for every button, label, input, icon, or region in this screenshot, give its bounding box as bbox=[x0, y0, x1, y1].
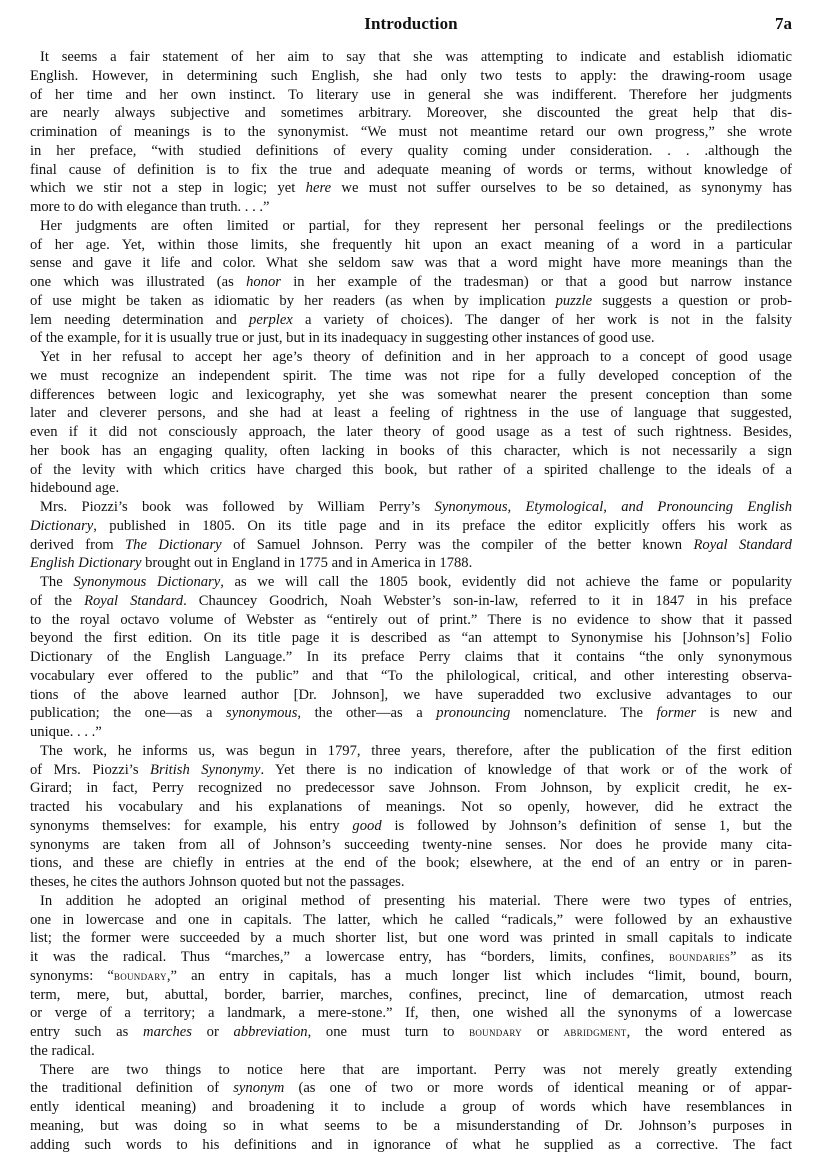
text-run: , published in 1805. On its title page and in its preface the editor explicitly offers his work as bbox=[93, 518, 792, 534]
text-run: ” as its bbox=[730, 949, 792, 965]
small-caps-text: boundaries bbox=[669, 949, 730, 964]
text-run: we must not suffer ourselves to be so detained, as synonymy has bbox=[331, 180, 792, 196]
text-line bbox=[30, 442, 792, 461]
paragraph bbox=[30, 573, 792, 742]
text-run: tions of the above learned author [Dr. Johnson], we have superadded two exclusive advantages to our bbox=[30, 687, 792, 703]
italic-text: Royal Standard bbox=[694, 537, 792, 553]
text-line bbox=[30, 273, 792, 292]
text-run: in her example of the tradesman) or that a good but narrow instance bbox=[281, 274, 792, 290]
text-line bbox=[30, 348, 792, 367]
italic-text: honor bbox=[246, 274, 281, 290]
text-run: English. However, in determining such English, she had only two tests to apply: the drawing-room usage bbox=[30, 68, 792, 84]
text-run: nomenclature. The bbox=[510, 705, 656, 721]
text-run: lem needing determination and bbox=[30, 312, 249, 328]
text-run: Girard; in fact, Perry recognized no predecessor save Johnson. From Johnson, by explicit credit, he ex- bbox=[30, 780, 792, 796]
text-run: more to do with elegance than truth. . . .” bbox=[30, 199, 270, 215]
italic-text: good bbox=[352, 818, 381, 834]
text-run: suggests a question or prob- bbox=[592, 293, 792, 309]
text-line bbox=[30, 404, 792, 423]
text-line bbox=[30, 386, 792, 405]
text-run: beyond the first edition. On its title page it is described as “an attempt to Synonymise his [Johnson’s] Folio bbox=[30, 630, 792, 646]
text-run: list; the former were succeeded by a much shorter list, but one word was printed in small capitals to indicate bbox=[30, 930, 792, 946]
section-title: Introduction bbox=[30, 14, 792, 34]
text-run: sense and gave it life and color. What she seldom saw was that a word might have more meanings than the bbox=[30, 255, 792, 271]
text-run: , as we will call the 1805 book, evidently did not achieve the fame or popularity bbox=[220, 574, 792, 590]
text-line bbox=[30, 779, 792, 798]
text-line bbox=[30, 892, 792, 911]
text-run: to the royal octavo volume of Webster as “entirely out of print.” There is no evidence to show that it passed bbox=[30, 612, 792, 628]
italic-text: Dictionary bbox=[30, 518, 93, 534]
text-run: of the levity with which critics have charged this book, but rather of a spirited challenge to the ideals of a bbox=[30, 462, 792, 478]
text-line bbox=[30, 423, 792, 442]
text-run: In addition he adopted an original method of presenting his material. There were two types of entries, bbox=[40, 893, 792, 909]
text-run: of her time and her own instinct. To literary use in general she was indifferent. Therefore her judgments bbox=[30, 87, 792, 103]
italic-text: English Dictionary bbox=[30, 555, 141, 571]
text-run: theses, he cites the authors Johnson quoted but not the passages. bbox=[30, 874, 405, 890]
text-run: Her judgments are often limited or partial, for they represent her personal feelings or the predilections bbox=[40, 218, 792, 234]
text-line bbox=[30, 986, 792, 1005]
text-line bbox=[30, 761, 792, 780]
text-line bbox=[30, 798, 792, 817]
text-run: entry such as bbox=[30, 1024, 143, 1040]
text-line bbox=[30, 479, 792, 498]
italic-text: marches bbox=[143, 1024, 192, 1040]
text-line bbox=[30, 611, 792, 630]
text-run: or verge of a territory; a landmark, a mere-stone.” If, then, one wished all the synonyms of a lowercase bbox=[30, 1005, 792, 1021]
text-run: publication; the one—as a bbox=[30, 705, 226, 721]
text-line bbox=[30, 573, 792, 592]
text-run: final cause of definition is to fix the true and adequate meaning of words or terms, without knowledge of bbox=[30, 162, 792, 178]
text-run: Yet in her refusal to accept her age’s theory of definition and in her approach to a concept of good usage bbox=[40, 349, 792, 365]
text-run: we must recognize an independent spirit. The time was not ripe for a fully developed conception of the bbox=[30, 368, 792, 384]
italic-text: Synonymous Dictionary bbox=[73, 574, 220, 590]
text-run: synonyms: “ bbox=[30, 968, 114, 984]
text-line bbox=[30, 254, 792, 273]
text-line bbox=[30, 367, 792, 386]
italic-text: abbreviation bbox=[234, 1024, 308, 1040]
paragraph bbox=[30, 1061, 792, 1154]
paragraph bbox=[30, 217, 792, 348]
text-line bbox=[30, 48, 792, 67]
text-run: of the example, for it is usually true or just, but in its inadequacy in suggesting other instances of good use. bbox=[30, 330, 655, 346]
text-line bbox=[30, 704, 792, 723]
text-line bbox=[30, 1042, 792, 1061]
text-line bbox=[30, 873, 792, 892]
text-run: , one must turn to bbox=[308, 1024, 470, 1040]
text-run: differences between logic and lexicography, yet she was somewhat nearer the present conception than some bbox=[30, 387, 792, 403]
text-run: ,” an entry in capitals, has a much longer list which includes “limit, bound, bourn, bbox=[167, 968, 792, 984]
italic-text: former bbox=[657, 705, 697, 721]
text-run: (as one of two or more words of identical meaning or of appar- bbox=[284, 1080, 792, 1096]
text-run: in her preface, “with studied definitions of every quality coming under consideration. . . .although the bbox=[30, 143, 792, 159]
text-line bbox=[30, 667, 792, 686]
text-run: one in lowercase and one in capitals. The latter, which he called “radicals,” were followed by an exhaustive bbox=[30, 912, 792, 928]
text-run: which we stir not a step in logic; yet bbox=[30, 180, 306, 196]
page-number: 7a bbox=[775, 14, 792, 34]
text-run: hidebound age. bbox=[30, 480, 119, 496]
small-caps-text: boundary bbox=[114, 968, 167, 983]
text-line bbox=[30, 161, 792, 180]
italic-text: British Synonymy bbox=[150, 762, 260, 778]
text-line bbox=[30, 1061, 792, 1080]
text-run: or bbox=[192, 1024, 234, 1040]
body-text bbox=[30, 48, 792, 1154]
text-run: ently identical meaning) and broadening it to include a group of words which have resemblances in bbox=[30, 1099, 792, 1115]
text-line bbox=[30, 929, 792, 948]
text-line bbox=[30, 629, 792, 648]
text-line bbox=[30, 648, 792, 667]
text-run: brought out in England in 1775 and in America in 1788. bbox=[141, 555, 472, 571]
text-line bbox=[30, 311, 792, 330]
italic-text: synonymous bbox=[226, 705, 297, 721]
paragraph bbox=[30, 498, 792, 573]
text-run: later and cleverer persons, and she had at least a feeling of rightness in the use of language that suggested, bbox=[30, 405, 792, 421]
text-run: her book has an engaging quality, often lacking in books of this character, which is not necessarily a sign bbox=[30, 443, 792, 459]
text-line bbox=[30, 1117, 792, 1136]
text-line bbox=[30, 1136, 792, 1154]
small-caps-text: abridgment bbox=[564, 1024, 627, 1039]
paragraph bbox=[30, 892, 792, 1061]
italic-text: pronouncing bbox=[436, 705, 510, 721]
text-line bbox=[30, 198, 792, 217]
text-line bbox=[30, 67, 792, 86]
text-run: of her age. Yet, within those limits, she frequently hit upon an exact meaning of a word in a particular bbox=[30, 237, 792, 253]
text-line bbox=[30, 123, 792, 142]
text-line bbox=[30, 498, 792, 517]
text-run: one which was illustrated (as bbox=[30, 274, 246, 290]
text-run: , the other—as a bbox=[297, 705, 436, 721]
italic-text: here bbox=[306, 180, 331, 196]
text-line bbox=[30, 217, 792, 236]
italic-text: Royal Standard bbox=[84, 593, 183, 609]
text-line bbox=[30, 536, 792, 555]
text-line bbox=[30, 911, 792, 930]
text-line bbox=[30, 723, 792, 742]
text-run: synonyms are taken from all of Johnson’s succeeding twenty-nine senses. Nor does he provide many cita- bbox=[30, 837, 792, 853]
text-run: of Samuel Johnson. Perry was the compiler of the better known bbox=[222, 537, 694, 553]
text-run: is followed by Johnson’s definition of sense 1, but the bbox=[382, 818, 792, 834]
text-line bbox=[30, 292, 792, 311]
text-line bbox=[30, 86, 792, 105]
text-run: term, mere, but, abuttal, border, barrier, marches, confines, precinct, line of demarcation, utmost reach bbox=[30, 987, 792, 1003]
text-line bbox=[30, 1023, 792, 1042]
italic-text: Synonymous, Etymological, and Pronouncing English bbox=[435, 499, 792, 515]
paragraph bbox=[30, 742, 792, 892]
text-run: a variety of choices). The danger of her work is not in the falsity bbox=[293, 312, 792, 328]
text-run: . Chauncey Goodrich, Noah Webster’s son-in-law, referred to it in 1847 in his preface bbox=[183, 593, 792, 609]
small-caps-text: boundary bbox=[469, 1024, 522, 1039]
italic-text: synonym bbox=[233, 1080, 284, 1096]
text-run: Mrs. Piozzi’s book was followed by William Perry’s bbox=[40, 499, 435, 515]
text-run: tracted his vocabulary and his explanations of meanings. Not so openly, however, did he extract the bbox=[30, 799, 792, 815]
text-line bbox=[30, 236, 792, 255]
text-line bbox=[30, 817, 792, 836]
text-line bbox=[30, 1079, 792, 1098]
text-run: There are two things to notice here that are important. Perry was not merely greatly extending bbox=[40, 1062, 792, 1078]
paragraph bbox=[30, 48, 792, 217]
text-line bbox=[30, 104, 792, 123]
text-run: of Mrs. Piozzi’s bbox=[30, 762, 150, 778]
text-run: adding such words to his definitions and in ignorance of what he supplied as a corrective. The fact bbox=[30, 1137, 792, 1153]
text-line bbox=[30, 948, 792, 967]
text-line bbox=[30, 329, 792, 348]
text-run: meaning, but was doing so in what seems to be a misunderstanding of Dr. Johnson’s purposes in bbox=[30, 1118, 792, 1134]
text-run: derived from bbox=[30, 537, 125, 553]
text-line bbox=[30, 517, 792, 536]
text-line bbox=[30, 1098, 792, 1117]
text-run: of the bbox=[30, 593, 84, 609]
text-line bbox=[30, 854, 792, 873]
text-line bbox=[30, 179, 792, 198]
italic-text: perplex bbox=[249, 312, 293, 328]
text-line bbox=[30, 592, 792, 611]
text-run: Dictionary of the English Language.” In its preface Perry claims that it contains “the only synonymous bbox=[30, 649, 792, 665]
text-run: the radical. bbox=[30, 1043, 95, 1059]
paragraph bbox=[30, 348, 792, 498]
text-line bbox=[30, 742, 792, 761]
text-run: are nearly always subjective and sometimes arbitrary. Moreover, she discounted the great help that dis- bbox=[30, 105, 792, 121]
text-run: The bbox=[40, 574, 73, 590]
text-line bbox=[30, 142, 792, 161]
italic-text: The Dictionary bbox=[125, 537, 222, 553]
text-line bbox=[30, 967, 792, 986]
text-run: It seems a fair statement of her aim to say that she was attempting to indicate and establish idiomatic bbox=[40, 49, 792, 65]
italic-text: puzzle bbox=[556, 293, 592, 309]
text-run: even if it did not consciously approach, the later theory of good usage as a test of such rightness. Besides, bbox=[30, 424, 792, 440]
text-line bbox=[30, 686, 792, 705]
text-run: unique. . . .” bbox=[30, 724, 102, 740]
text-run: vocabulary ever offered to the public” and that “To the philological, critical, and other interesting observa- bbox=[30, 668, 792, 684]
text-run: . Yet there is no indication of knowledge of that work or of the work of bbox=[260, 762, 792, 778]
text-run: is new and bbox=[696, 705, 792, 721]
text-line bbox=[30, 1004, 792, 1023]
text-run: tions, and these are chiefly in entries at the end of the book; elsewhere, at the end of an entry or in paren- bbox=[30, 855, 792, 871]
text-run: synonyms themselves: for example, his entry bbox=[30, 818, 352, 834]
text-line bbox=[30, 554, 792, 573]
text-run: , the word entered as bbox=[627, 1024, 792, 1040]
text-run: the traditional definition of bbox=[30, 1080, 233, 1096]
text-run: of use might be taken as idiomatic by her readers (as when by implication bbox=[30, 293, 556, 309]
text-line bbox=[30, 461, 792, 480]
text-run: crimination of meanings is to the synonymist. “We must not meantime retard our own progress,” she wrote bbox=[30, 124, 792, 140]
text-run: or bbox=[522, 1024, 564, 1040]
running-header bbox=[30, 14, 792, 40]
text-line bbox=[30, 836, 792, 855]
text-run: The work, he informs us, was begun in 1797, three years, therefore, after the publication of the first edition bbox=[40, 743, 792, 759]
text-run: it was the radical. Thus “marches,” a lowercase entry, has “borders, limits, confines, bbox=[30, 949, 669, 965]
